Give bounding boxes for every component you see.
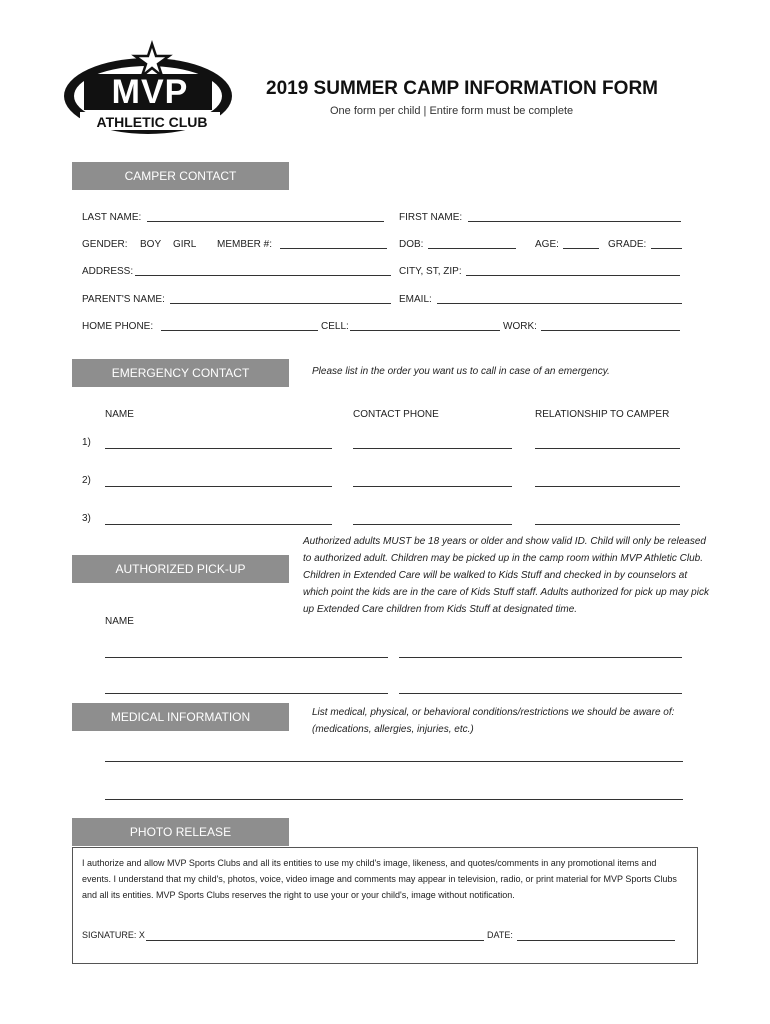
medical-note: List medical, physical, or behavioral conditions/restrictions we should be aware of: (medications, allergies, injuries, etc.) [312, 707, 675, 735]
grade-field[interactable] [651, 248, 682, 249]
page-subtitle: One form per child | Entire form must be complete [330, 105, 574, 117]
emergency-1-relationship-field[interactable] [535, 448, 680, 449]
logo-sub: ATHLETIC CLUB [96, 114, 208, 130]
email-field[interactable] [437, 303, 682, 304]
parent-name-field[interactable] [170, 303, 391, 304]
gender-girl-option[interactable]: GIRL [173, 239, 197, 250]
page-title: 2019 SUMMER CAMP INFORMATION FORM [266, 78, 658, 99]
pickup-note: Authorized adults MUST be 18 years or older and show valid ID. Child will only be released to authorized adult. Children may be picked up in the camp room within MVP Athletic Club. Children in Extended Care will be walked to Kids Stuff and checked in by counselors at which point the kids are in the care of Kids Stuff staff. Adults authorized for pick up may pick up Extended Care children from Kids Stuff at designated time. [303, 536, 709, 615]
home-phone-field[interactable] [161, 330, 318, 331]
emergency-1-name-field[interactable] [105, 448, 332, 449]
work-field[interactable] [541, 330, 680, 331]
emergency-2-name-field[interactable] [105, 486, 332, 487]
age-label: AGE: [535, 239, 559, 250]
dob-field[interactable] [428, 248, 516, 249]
emergency-3-phone-field[interactable] [353, 524, 512, 525]
age-field[interactable] [563, 248, 599, 249]
gender-boy-option[interactable]: BOY [140, 239, 162, 250]
emergency-3-name-field[interactable] [105, 524, 332, 525]
gender-label: GENDER: [82, 239, 128, 250]
photo-release-heading: PHOTO RELEASE [72, 818, 289, 846]
authorized-pickup-heading: AUTHORIZED PICK-UP [72, 555, 289, 583]
emergency-3-relationship-field[interactable] [535, 524, 680, 525]
emergency-col-name: NAME [105, 409, 134, 420]
signature-field[interactable] [146, 940, 484, 941]
address-label: ADDRESS: [82, 266, 134, 277]
cell-label: CELL: [321, 321, 349, 332]
last-name-label: LAST NAME: [82, 212, 142, 223]
emergency-row-1-number: 1) [82, 437, 91, 448]
pickup-4-name-field[interactable] [399, 693, 682, 694]
date-label: DATE: [487, 930, 513, 940]
medical-field-line-1[interactable] [105, 761, 683, 762]
emergency-2-relationship-field[interactable] [535, 486, 680, 487]
first-name-field[interactable] [468, 221, 681, 222]
first-name-label: FIRST NAME: [399, 212, 463, 223]
city-field[interactable] [466, 275, 680, 276]
signature-label: SIGNATURE: X [82, 930, 145, 940]
emergency-note: Please list in the order you want us to call in case of an emergency. [312, 366, 610, 377]
photo-release-text: I authorize and allow MVP Sports Clubs and all its entities to use my child's image, likeness, and quotes/comments in any promotional items and events. I understand that my child's, photos, voice, video image and comments may appear in television, radio, or print material for MVP Sports Clubs and all its entities. MVP Sports Clubs reserves the right to use your or your child's, image without notification. [82, 858, 677, 900]
emergency-2-phone-field[interactable] [353, 486, 512, 487]
dob-label: DOB: [399, 239, 424, 250]
logo-main: MVP [111, 73, 189, 111]
last-name-field[interactable] [147, 221, 384, 222]
emergency-col-relationship: RELATIONSHIP TO CAMPER [535, 409, 670, 420]
member-label: MEMBER #: [217, 239, 273, 250]
address-field[interactable] [135, 275, 391, 276]
emergency-contact-heading: EMERGENCY CONTACT [72, 359, 289, 387]
emergency-row-2-number: 2) [82, 475, 91, 486]
pickup-col-name: NAME [105, 616, 134, 627]
camper-contact-heading: CAMPER CONTACT [72, 162, 289, 190]
mvp-logo [60, 40, 240, 140]
pickup-2-name-field[interactable] [399, 657, 682, 658]
grade-label: GRADE: [608, 239, 647, 250]
email-label: EMAIL: [399, 294, 432, 305]
emergency-row-3-number: 3) [82, 513, 91, 524]
medical-field-line-2[interactable] [105, 799, 683, 800]
emergency-1-phone-field[interactable] [353, 448, 512, 449]
work-label: WORK: [503, 321, 537, 332]
pickup-3-name-field[interactable] [105, 693, 388, 694]
pickup-1-name-field[interactable] [105, 657, 388, 658]
city-label: CITY, ST, ZIP: [399, 266, 462, 277]
home-phone-label: HOME PHONE: [82, 321, 154, 332]
date-field[interactable] [517, 940, 675, 941]
cell-field[interactable] [350, 330, 500, 331]
medical-info-heading: MEDICAL INFORMATION [72, 703, 289, 731]
parent-name-label: PARENT'S NAME: [82, 294, 165, 305]
member-field[interactable] [280, 248, 387, 249]
emergency-col-phone: CONTACT PHONE [353, 409, 439, 420]
